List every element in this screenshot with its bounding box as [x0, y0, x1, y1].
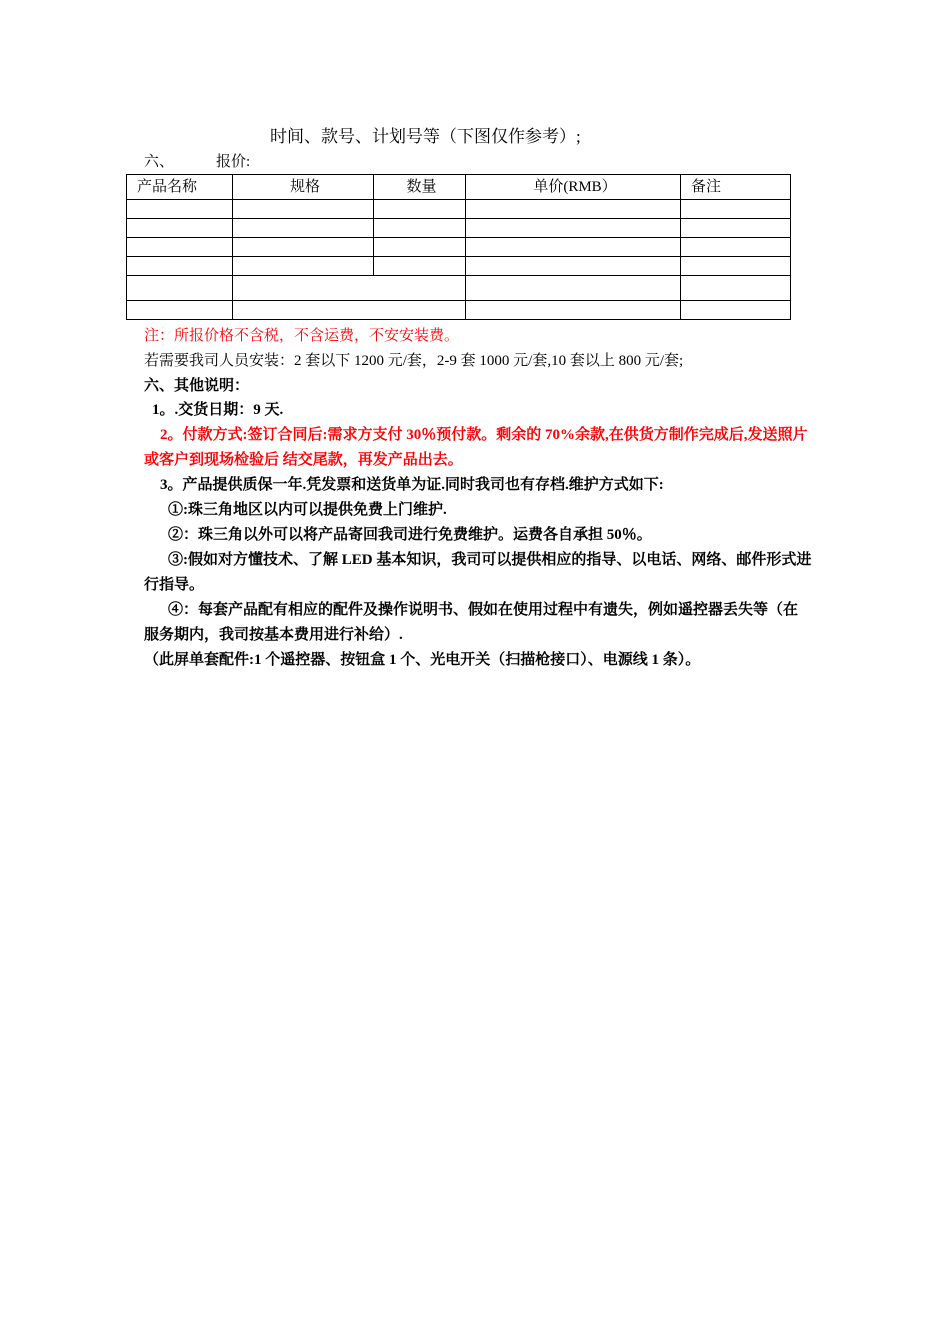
table-cell	[681, 257, 791, 276]
sub-item-technical-guidance: ③:假如对方懂技术、了解 LED 基本知识，我司可以提供相应的指导、以电话、网络、邮件形式进行指导。	[144, 552, 812, 593]
install-note: 若需要我司人员安装：2 套以下 1200 元/套，2-9 套 1000 元/套,10 套以上 800 元/套;	[144, 353, 684, 369]
item-warranty: 3。产品提供质保一年.凭发票和送货单为证.同时我司也有存档.维护方式如下:	[160, 477, 664, 493]
other-notes-title: 六、其他说明：	[144, 378, 250, 394]
table-cell	[466, 301, 681, 320]
table-cell	[466, 276, 681, 301]
table-cell-merged	[233, 276, 466, 301]
table-cell	[466, 257, 681, 276]
accessories-list: （此屏单套配件:1 个遥控器、按钮盒 1 个、光电开关（扫描枪接口）、电源线 1 条）。	[144, 652, 701, 668]
section-number: 六、	[144, 154, 175, 170]
table-cell	[127, 276, 233, 301]
table-row	[127, 301, 791, 320]
table-cell-merged	[233, 301, 466, 320]
header-remark: 备注	[681, 175, 791, 200]
tax-note: 注：所报价格不含税，不含运费，不安安装费。	[144, 328, 460, 344]
sub-item-local-maintenance: ①:珠三角地区以内可以提供免费上门维护.	[168, 502, 447, 518]
table-row	[127, 200, 791, 219]
section-label: 报价:	[216, 154, 251, 170]
table-cell	[466, 200, 681, 219]
quote-table	[126, 174, 791, 320]
table-cell	[681, 238, 791, 257]
table-header-row	[127, 175, 791, 200]
table-cell	[466, 219, 681, 238]
table-cell	[374, 257, 466, 276]
item-delivery-date: 1。.交货日期：9 天.	[152, 402, 284, 418]
table-cell	[374, 219, 466, 238]
table-cell	[681, 200, 791, 219]
table-row	[127, 219, 791, 238]
table-cell	[127, 257, 233, 276]
table-cell	[233, 257, 374, 276]
table-cell	[233, 238, 374, 257]
table-cell	[127, 301, 233, 320]
table-cell	[681, 301, 791, 320]
table-row	[127, 257, 791, 276]
table-cell	[466, 238, 681, 257]
table-cell	[233, 200, 374, 219]
table-cell	[681, 219, 791, 238]
table-cell	[127, 238, 233, 257]
table-cell	[233, 219, 374, 238]
table-cell	[127, 219, 233, 238]
sub-item-remote-maintenance: ②：珠三角以外可以将产品寄回我司进行免费维护。运费各自承担 50％。	[168, 527, 652, 543]
table-cell	[127, 200, 233, 219]
header-unit-price: 单价(RMB）	[466, 175, 681, 200]
table-cell	[681, 276, 791, 301]
item-payment-terms: 2。付款方式:签订合同后:需求方支付 30％预付款。剩余的 70%余款,在供货方制作完成后,发送照片或客户到现场检验后 结交尾款，再发产品出去。	[144, 427, 808, 468]
table-row	[127, 276, 791, 301]
header-spec: 规格	[233, 175, 374, 200]
table-row	[127, 238, 791, 257]
table-cell	[374, 238, 466, 257]
sub-item-accessories-loss: ④：每套产品配有相应的配件及操作说明书、假如在使用过程中有遗失，例如遥控器丢失等（在服务期内，我司按基本费用进行补给）.	[144, 602, 799, 643]
header-product-name: 产品名称	[127, 175, 233, 200]
section-quote-title	[144, 152, 250, 172]
header-quantity: 数量	[374, 175, 466, 200]
table-cell	[374, 200, 466, 219]
intro-line: 时间、款号、计划号等（下图仅作参考）;	[270, 127, 581, 146]
